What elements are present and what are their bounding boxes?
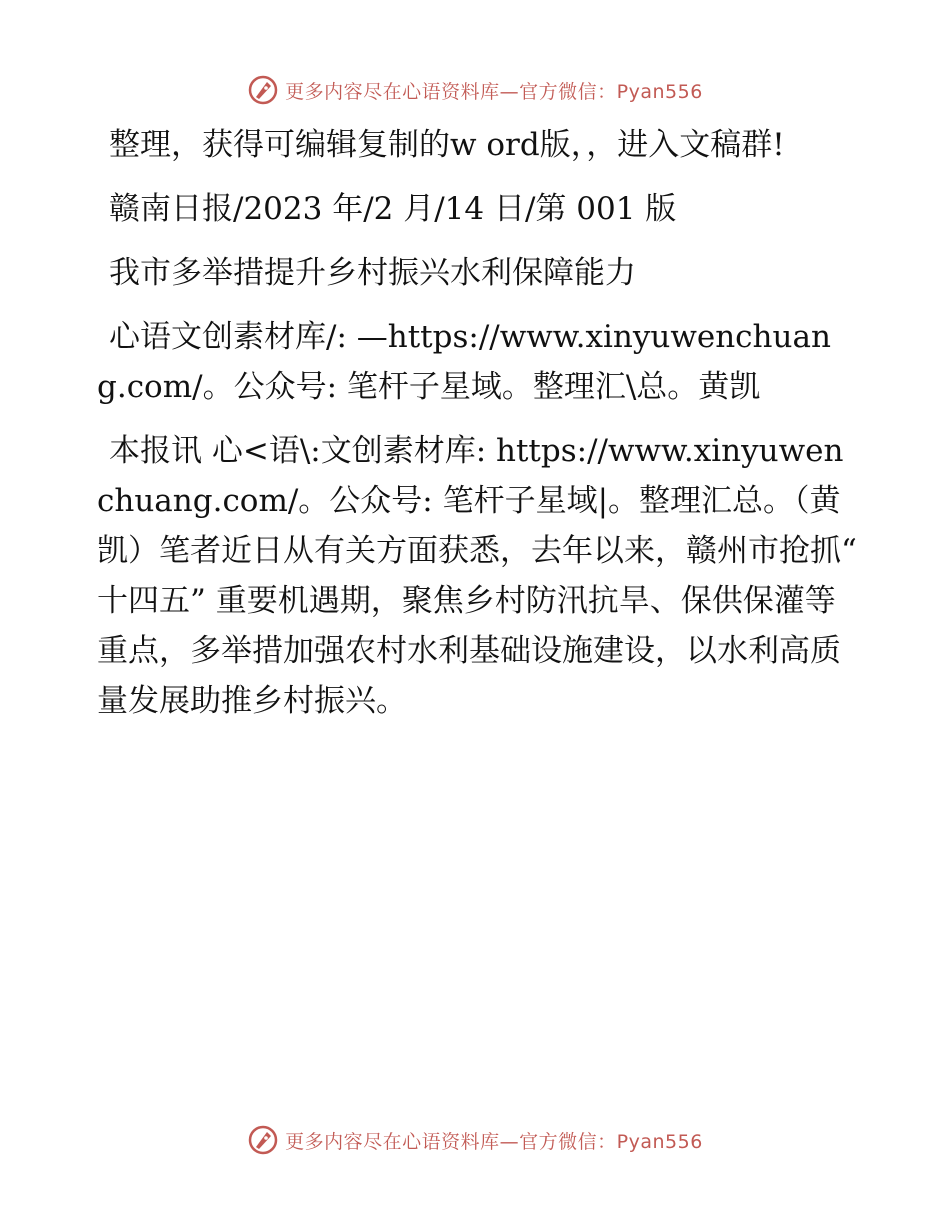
headline-text: 我市多举措提升乡村振兴水利保障能力: [109, 255, 636, 291]
headline: [97, 248, 857, 298]
source-note: [97, 312, 857, 412]
footer-banner: [0, 1120, 950, 1160]
header-banner-text: 更多内容尽在心语资料库—官方微信：Pyan556: [285, 80, 703, 103]
byline-text: 赣南日报/2023 年/2 月/14 日/第 001 版: [109, 191, 677, 227]
body-paragraph: [97, 426, 857, 726]
document-body: [97, 120, 857, 726]
header-banner: [0, 70, 950, 110]
pen-nib-logo-icon: [247, 1124, 279, 1156]
footer-banner-text: 更多内容尽在心语资料库—官方微信：Pyan556: [285, 1130, 703, 1153]
body-text: 本报讯 心<语\:文创素材库: https://www.xinyuwenchuang.com/。公众号: 笔杆子星域|。整理汇总。（黄凯）笔者近日从有关方面获悉，去年以来，赣州市抢抓“ 十四五” 重要机遇期，聚焦乡村防汛抗旱、保供保灌等重点，多举措加强农村水利基础设施建设，以水利高质量发展助推乡村振兴。: [97, 433, 857, 719]
source-note-text: 心语文创素材库/: —https://www.xinyuwenchuang.com/。公众号: 笔杆子星域。整理汇\总。黄凯: [97, 319, 831, 405]
byline: [97, 184, 857, 234]
intro-text: 整理，获得可编辑复制的w ord版，，进入文稿群!: [109, 127, 785, 163]
pen-nib-logo-icon: [247, 74, 279, 106]
intro-paragraph: [97, 120, 857, 170]
